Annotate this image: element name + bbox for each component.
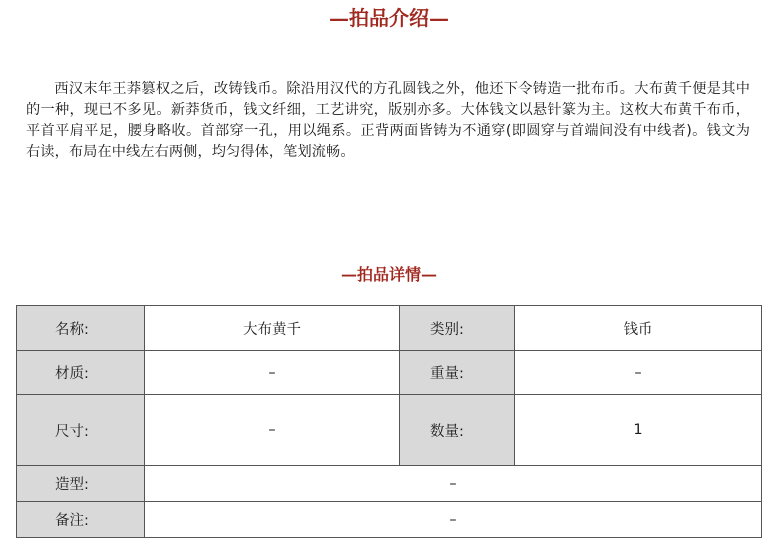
category-label: 类别: [400,306,515,351]
category-value: 钱币 [515,306,762,351]
shape-value: – [145,466,762,502]
table-row [17,351,762,395]
shape-label: 造型: [17,466,145,502]
details-section-title: —拍品详情— [340,265,437,284]
weight-label: 重量: [400,351,515,395]
size-label: 尺寸: [17,395,145,466]
remarks-label: 备注: [17,502,145,538]
name-label: 名称: [17,306,145,351]
table-row [17,502,762,538]
size-value: – [145,395,400,466]
details-table [16,305,762,538]
intro-section-title: —拍品介绍— [329,6,449,30]
quantity-label: 数量: [400,395,515,466]
material-label: 材质: [17,351,145,395]
quantity-value: 1 [515,395,762,466]
table-row [17,466,762,502]
table-row [17,395,762,466]
intro-paragraph: 西汉末年王莽篡权之后，改铸钱币。除沿用汉代的方孔圆钱之外，他还下令铸造一批布币。大布黄千便是其中的一种，现已不多见。新莽货币，钱文纤细，工艺讲究，版别亦多。大体钱文以悬针篆为主。这枚大布黄千布币，平首平肩平足，腰身略收。首部穿一孔，用以绳系。正背两面皆铸为不通穿(即圆穿与首端间没有中线者)。钱文为右读，布局在中线左右两侧，均匀得体，笔划流畅。 [26,81,750,160]
name-value: 大布黄千 [145,306,400,351]
table-row [17,306,762,351]
material-value: – [145,351,400,395]
weight-value: – [515,351,762,395]
remarks-value: – [145,502,762,538]
